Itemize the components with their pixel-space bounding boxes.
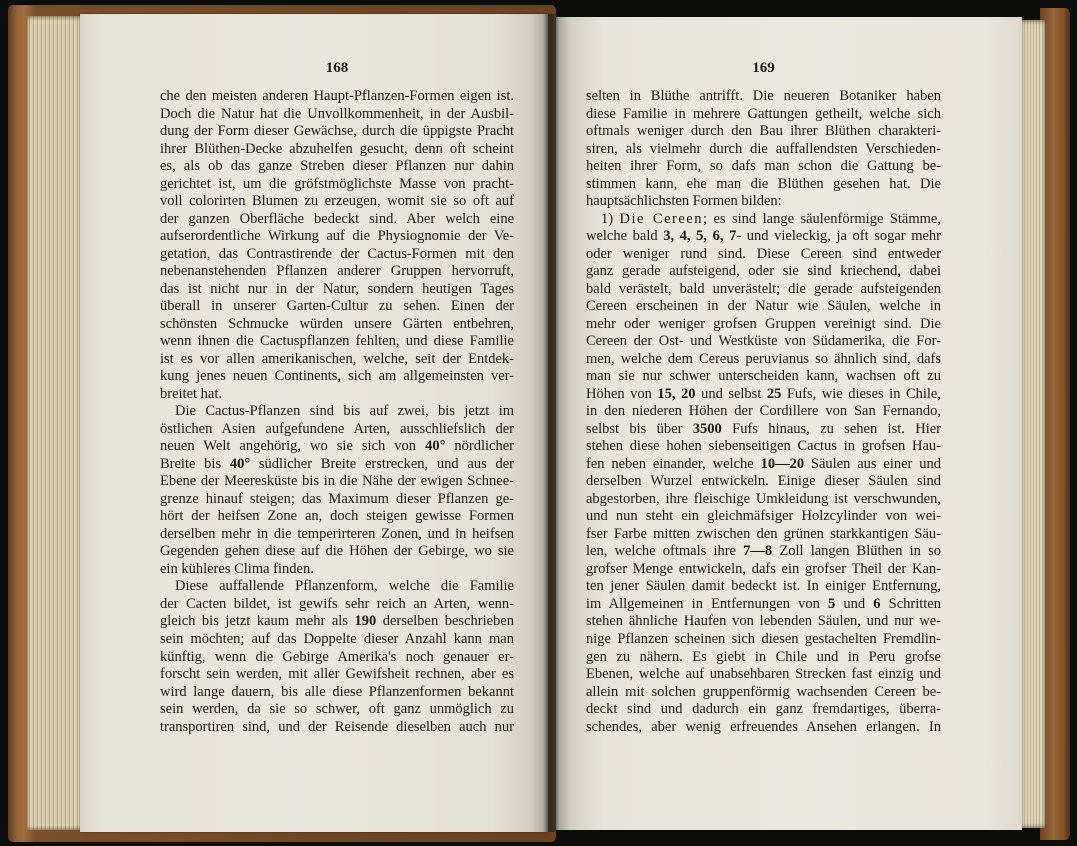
text-line: derselben mehr in die temperirteren Zonen, und in heifsen <box>160 525 514 542</box>
text-line: stehen diese hohen siebenseitigen Cactus in grofsen Hau- <box>586 438 941 455</box>
text-line: in den niederen Höhen der Cordillere von San Fernando, <box>586 403 941 420</box>
text-line: grofser Menge entwickeln, dafs ein grofser Theil der Kan- <box>586 560 941 577</box>
text-line: oder weniger rund sind. Diese Cereen sind entweder <box>586 245 941 262</box>
text-segment: Breite bis <box>160 455 230 472</box>
text-line: stehen ähnliche Haufen von lebenden Säulen, und nur we- <box>586 613 941 630</box>
text-line: schönsten Schmucke würden unsere Gärten entbehren, <box>160 315 514 332</box>
text-line: transportiren sind, und der Reisende dieselben auch nur <box>160 718 514 735</box>
text-line <box>586 456 941 474</box>
text-segment: im Allgemeinen in Entfernungen von <box>586 595 828 612</box>
text-line: es, als ob das ganze Streben dieser Pflanzen nur dahin <box>160 158 514 175</box>
text-line: forscht sein werden, mit aller Gewifsheit rechnen, aber es <box>160 666 514 683</box>
gutter-shadow <box>543 14 559 832</box>
left-page-number: 168 <box>325 60 349 76</box>
text-line: wenn ihnen die Cactuspflanzen fehlten, und diese Familie <box>160 333 514 350</box>
text-line: ten jener Säulen damit bedeckt ist. In einiger Entfernung, <box>586 578 941 595</box>
text-segment: ; es sind lange säulenförmige Stämme, <box>702 210 941 227</box>
text-line: derselben Wurzel entwickeln. Einige dieser Säulen sind <box>586 473 941 490</box>
text-line: gen zu nähern. Es giebt in Chile und in Peru grofse <box>586 648 941 665</box>
text-line: ihrer Blüthen-Decke abzuhelfen gesucht, denn oft scheint <box>160 140 514 157</box>
text-line <box>586 421 941 439</box>
text-line <box>586 211 941 229</box>
text-line: östlichen Asien aufgefundene Arten, ausschliefslich der <box>160 420 514 437</box>
bold-number: 10—20 <box>760 455 805 472</box>
text-line: gerichtet ist, um die gröfstmöglichste Masse von pracht- <box>160 175 514 192</box>
right-page-number: 169 <box>752 60 775 76</box>
text-line: men, welche dem Cereus peruvianus so ähnlich sind, dafs <box>586 350 941 367</box>
text-line: der Cacten bildet, ist gewifs sehr reich an Arten, wenn- <box>160 595 514 612</box>
page-edges-left <box>27 16 83 830</box>
text-line <box>586 386 941 404</box>
text-line: sein werden, da sie so schwer, oft ganz unmöglich zu <box>160 701 514 718</box>
text-line: oftmals weniger durch den Bau ihrer Blüthen charakteri- <box>586 123 941 140</box>
text-line: breitet hat. <box>160 385 223 402</box>
bold-number: 25 <box>766 385 782 402</box>
bold-number: 15, 20 <box>657 385 696 402</box>
right-page-text <box>586 88 941 736</box>
text-line: allein mit solchen gruppenförmig wachsenden Cereen be- <box>586 683 941 700</box>
text-segment: und selbst <box>695 385 767 402</box>
text-line: kung jenes neuen Continents, sich am allgemeinsten ver- <box>160 368 514 385</box>
text-line: mehr oder weniger grofsen Gruppen vereinigt sind. Die <box>586 315 941 332</box>
text-line: sein möchten; auf das Doppelte dieser Anzahl kann man <box>160 630 514 647</box>
text-line: dung der Form dieser Gewächse, durch die üppigste Pracht <box>160 123 514 140</box>
left-page-text <box>160 88 514 736</box>
text-line: heiten ihrer Form, so dafs man schon die Gattung be- <box>586 158 941 175</box>
text-segment: welche bald <box>586 228 664 245</box>
text-line: nige Pflanzen scheinen sich diesen gestachelten Fremdlin- <box>586 630 941 647</box>
text-segment: selbst bis über <box>586 420 693 437</box>
bold-number: 3, 4, 5, 6, 7 <box>663 228 737 245</box>
text-segment: Höhen von <box>586 385 658 402</box>
text-line: hört der heifsen Zone an, doch steigen gewisse Formen <box>160 508 514 525</box>
page-edges-right <box>1019 20 1045 828</box>
text-line: grenze hinauf steigen; das Maximum dieser Pflanzen ge- <box>160 490 514 507</box>
bold-number: 7—8 <box>743 543 773 560</box>
bold-number: 5 <box>828 595 836 612</box>
bold-number: 40° <box>425 438 446 455</box>
text-line: che den meisten anderen Haupt-Pflanzen-Formen eigen ist. <box>160 88 514 104</box>
text-segment: Fufs hinaus, zu sehen ist. Hier <box>721 420 941 437</box>
text-segment: - und vieleckig, ja oft sogar mehr <box>736 228 941 245</box>
text-line: nebenanstehenden Pflanzen anderer Gruppen hervorruft, <box>160 263 514 280</box>
bold-number: 190 <box>354 613 377 630</box>
text-line: Ebenen, welche auf unabsehbaren Strecken fast einzig und <box>586 666 941 683</box>
text-segment: derselben beschrieben <box>376 613 514 630</box>
text-line: Cereen erscheinen in der Natur wie Säulen, welche in <box>586 298 941 315</box>
text-line <box>160 456 514 474</box>
text-line: selten in Blüthe antrifft. Die neueren Botaniker haben <box>586 88 941 104</box>
text-line: siren, als vielmehr durch die auffallendsten Verschieden- <box>586 140 941 157</box>
text-segment: gleich bis jetzt kaum mehr als <box>160 613 355 630</box>
text-line: wird lange dauern, bis alle diese Pflanzenformen bekannt <box>160 683 514 700</box>
bold-number: 40° <box>229 455 251 472</box>
text-line <box>160 613 514 631</box>
text-line: Die Cactus-Pflanzen sind bis auf zwei, bis jetzt im <box>175 403 514 420</box>
text-line: man sie nur schwer unterscheiden kann, wachsen oft zu <box>586 368 941 385</box>
text-line: Gegenden gehen diese auf die Höhen der Gebirge, wo sie <box>160 543 514 560</box>
bold-number: 3500 <box>692 420 722 437</box>
text-line: bald verästelt, bald unverästelt; die gerade aufsteigenden <box>586 280 941 297</box>
text-segment: len, welche oftmals ihre <box>586 543 744 560</box>
text-line: getation, das Contrastirende der Cactus-Formen mit den <box>160 245 514 262</box>
text-line: ist es vor allen amerikanischen, welche, seit der Entdek- <box>160 350 514 367</box>
text-line <box>160 438 514 456</box>
text-line: deckt sind und dadurch ein ganz fremdartiges, überra- <box>586 701 941 718</box>
text-line: fser Farbe mitten zwischen den grünen starkkantigen Säu- <box>586 525 941 542</box>
text-line: aufserordentliche Wirkung auf die Physiognomie der Ve- <box>160 228 514 245</box>
text-line: das ist nicht nur in der Natur, sondern heutigen Tages <box>160 280 514 297</box>
spaced-term: Die Cereen <box>619 210 703 227</box>
text-line: stimmen kann, ehe man die Blüthen gesehen hat. Die <box>586 175 941 192</box>
text-line <box>586 543 941 561</box>
text-line: Doch die Natur hat die Unvollkommenheit, in der Ausbil- <box>160 105 514 122</box>
text-segment: nördlicher <box>445 438 514 455</box>
text-segment: neuen Welt angehörig, wo sie sich von <box>160 438 426 455</box>
text-segment: Säulen aus einer und <box>804 455 941 472</box>
text-segment: Zoll langen Blüthen in so <box>772 543 941 560</box>
text-line: künftig, wenn die Gebirge Amerika's noch genauer er- <box>160 648 514 665</box>
text-line <box>586 596 941 614</box>
text-line: diese Familie in mehrere Gattungen getheilt, welche sich <box>586 105 941 122</box>
text-line: Ebene der Meeresküste bis in die Nähe der ewigen Schnee- <box>160 473 514 490</box>
text-line: ganz gerade aufsteigend, oder sie sind kriechend, dabei <box>586 263 941 280</box>
text-segment: und <box>835 595 874 612</box>
text-segment: fen neben einander, welche <box>586 455 761 472</box>
text-line: der ganzen Oberfläche bedeckt sind. Aber welch eine <box>160 210 514 227</box>
text-line: und nun steht ein gleichmäfsiger Holzcylinder von wei- <box>586 508 941 525</box>
text-segment: Fufs, wie dieses in Chile, <box>781 385 941 402</box>
text-line: voll colorirten Blumen zu erzeugen, womit sie so oft auf <box>160 193 514 210</box>
text-line <box>586 228 941 246</box>
text-line: überall in unserer Garten-Cultur zu sehen. Einen der <box>160 298 514 315</box>
text-segment: südlicher Breite erstrecken, und aus der <box>250 455 514 472</box>
text-line: hauptsächlichsten Formen bilden: <box>586 193 782 210</box>
text-line: Diese auffallende Pflanzenform, welche die Familie <box>175 578 514 595</box>
bold-number: 6 <box>873 595 881 612</box>
text-segment: Schritten <box>880 595 941 612</box>
text-line: ein kühleres Clima finden. <box>160 560 314 577</box>
text-line: Cereen der Ost- und Westküste von Südamerika, die For- <box>586 333 941 350</box>
text-line: abgestorben, ihre fleischige Umkleidung ist verschwunden, <box>586 490 941 507</box>
text-line: schendes, aber wenig erfreuendes Ansehen erlangen. In <box>586 718 941 735</box>
list-number: 1) <box>601 210 620 227</box>
